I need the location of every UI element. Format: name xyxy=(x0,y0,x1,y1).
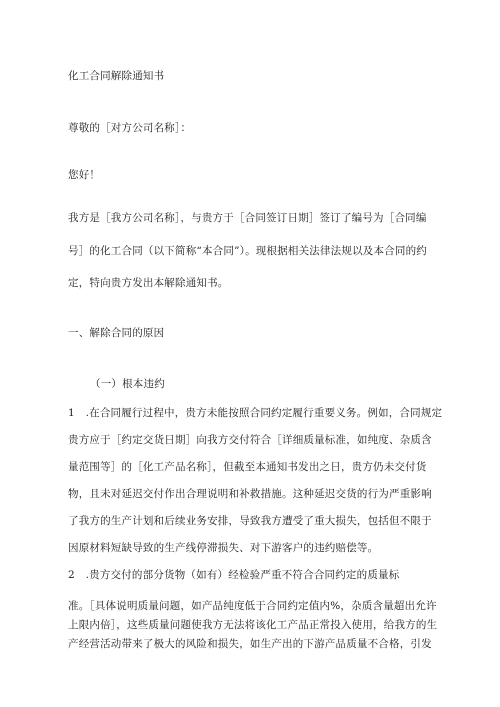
paragraph-line: 贵方应于［约定交货日期］向我方交付符合［详细质量标准，如纯度、杂质含 xyxy=(68,434,432,446)
paragraph-line: 量范围等］的［化工产品名称］，但截至本通知书发出之日，贵方仍未交付货 xyxy=(68,461,427,473)
document-title: 化工合同解除通知书 xyxy=(68,70,165,82)
paragraph-line: 上限内倍］，这些质量问题使我方无法将该化工产品正常投入使用，给我方的生 xyxy=(68,619,438,631)
intro-line: 我方是［我方公司名称］，与贵方于［合同签订日期］签订了编号为［合同编 xyxy=(68,212,427,224)
salutation: 尊敬的［对方公司名称］： xyxy=(68,122,192,134)
paragraph-line: 了我方的生产计划和后续业务安排，导致我方遭受了重大损失，包括但不限于 xyxy=(68,515,432,527)
section-heading: 一、解除合同的原因 xyxy=(68,327,165,339)
paragraph-line: 产经营活动带来了极大的风险和损失，如生产出的下游产品质量不合格，引发 xyxy=(68,638,432,650)
paragraph-line: 准。［具体说明质量问题，如产品纯度低于合同约定值内%，杂质含量超出允许 xyxy=(68,600,437,612)
paragraph-line: 物，且未对延迟交付作出合理说明和补救措施。这种延迟交货的行为严重影响 xyxy=(68,488,432,500)
paragraph-line: 2 .贵方交付的部分货物（如有）经检验严重不符合合同约定的质量标 xyxy=(68,569,400,581)
paragraph-line: 因原材料短缺导致的生产线停滞损失、对下游客户的违约赔偿等。 xyxy=(68,542,379,554)
greeting: 您好！ xyxy=(68,169,101,181)
intro-line: 定，特向贵方发出本解除通知书。 xyxy=(68,277,229,289)
paragraph-line: 1 .在合同履行过程中，贵方未能按照合同约定履行重要义务。例如，合同规定 xyxy=(68,407,443,419)
subsection-heading: （一）根本违约 xyxy=(90,378,165,390)
intro-line: 号］的化工合同（以下简称“本合同”）。现根据相关法律法规以及本合同的约 xyxy=(68,245,427,257)
